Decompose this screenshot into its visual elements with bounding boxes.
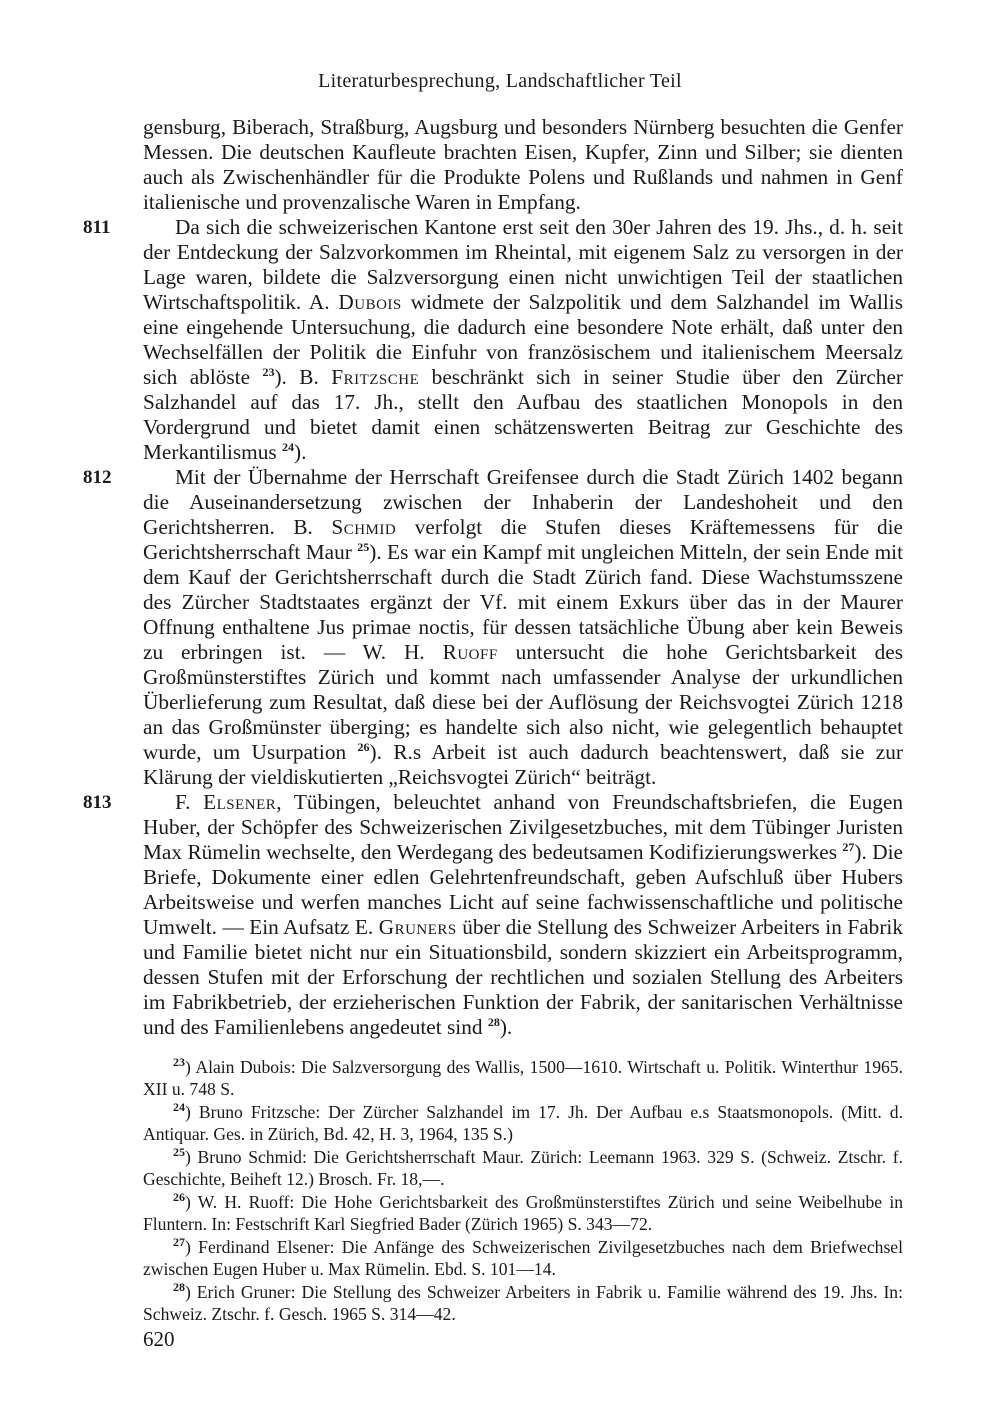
text-run: widmete der Salzpolitik und dem Salzhandel im Wallis eine eingehende Untersuchung, die dadurch eine besondere Note erhält, daß unter den Wechselfällen der Politik die Einfuhr von französischem und italienischem Meersalz sich ablöste: [143, 290, 903, 389]
author-name: Elsener: [203, 790, 277, 814]
footnote-text: ) Alain Dubois: Die Salzversorgung des Wallis, 1500—1610. Wirtschaft u. Politik. Winterthur 1965. XII u. 748 S.: [143, 1057, 903, 1099]
footnote-text: ) Erich Gruner: Die Stellung des Schweizer Arbeiters in Fabrik u. Familie während des 19. Jhs. In: Schweiz. Ztschr. f. Gesch. 1965 S. 314—42.: [143, 1282, 903, 1324]
paragraph-812: [83, 465, 904, 790]
footnote-ref: 25: [357, 539, 370, 554]
footnote-ref: 27: [842, 839, 855, 854]
footnote-text: ) Ferdinand Elsener: Die Anfänge des Schweizerischen Zivilgesetzbuches nach dem Briefwechsel zwischen Eugen Huber u. Max Rümelin. Ebd. S. 101—14.: [143, 1237, 903, 1279]
footnote-number: 23: [173, 1055, 185, 1070]
body-text: [83, 115, 904, 1040]
text-run: gensburg, Biberach, Straßburg, Augsburg und besonders Nürnberg besuchten die Genfer Messen. Die deutschen Kaufleute brachten Eisen, Kupfer, Zinn und Silber; sie dienten auch als Zwischenhändler für die Produkte Polens und Rußlands und nahmen in Genf italienische und provenzalische Waren in Empfang.: [143, 115, 903, 214]
text-run: ).: [294, 440, 307, 464]
text-run: , Tübingen, beleuchtet anhand von Freundschaftsbriefen, die Eugen Huber, der Schöpfer des Schweizerischen Zivilgesetzbuches, mit dem Tübinger Juristen Max Rümelin wechselte, den Werdegang des bedeutsamen Kodifizierungswerkes: [143, 790, 903, 864]
author-name: Ruoff: [442, 640, 498, 664]
text-run: untersucht die hohe Gerichtsbarkeit des Großmünsterstiftes Zürich und kommt nach umfassender Analyse der urkundlichen Überlieferung zum Resultat, daß diese bei der Auflösung der Reichsvogtei Zürich 1218 an das Großmünster überging; es handelte sich also nicht, wie gelegentlich behauptet wurde, um Usurpation: [143, 640, 903, 764]
page-number: 620: [143, 1327, 175, 1351]
paragraph-continued: [143, 115, 903, 215]
marginal-number: 813: [83, 792, 112, 813]
footnote-ref: 28: [487, 1014, 500, 1029]
text-run: ). B.: [274, 365, 332, 389]
author-name: Dubois: [338, 290, 402, 314]
footnote-23: [143, 1056, 903, 1100]
marginal-number: 811: [83, 217, 111, 238]
footnote-26: [143, 1191, 903, 1235]
paragraph-813: [83, 790, 904, 1040]
text-run: beschränkt sich in seiner Studie über den Zürcher Salzhandel auf das 17. Jh., stellt den Aufbau des staatlichen Monopols in den Vordergrund und bietet damit einen schätzenswerten Beitrag zur Geschichte des Merkantilismus: [143, 365, 903, 464]
footnote-number: 26: [173, 1190, 185, 1205]
text-run: ). R.s Arbeit ist auch dadurch beachtenswert, daß sie zur Klärung der vieldiskutierten „Reichsvogtei Zürich“ beiträgt.: [143, 740, 904, 789]
footnote-ref: 26: [357, 739, 370, 754]
footnote-text: ) W. H. Ruoff: Die Hohe Gerichtsbarkeit des Großmünsterstiftes Zürich und seine Weibelhube in Fluntern. In: Festschrift Karl Siegfried Bader (Zürich 1965) S. 343—72.: [143, 1192, 903, 1234]
footnote-text: ) Bruno Fritzsche: Der Zürcher Salzhandel im 17. Jh. Der Aufbau e.s Staatsmonopols. (Mitt. d. Antiquar. Ges. in Zürich, Bd. 42, H. 3, 1964, 135 S.): [143, 1102, 903, 1144]
text-run: ). Die Briefe, Dokumente einer edlen Gelehrtenfreundschaft, geben Aufschluß über Hubers Arbeitsweise und werfen manches Licht auf seine fachwissenschaftliche und politische Umwelt. — Ein Aufsatz E.: [143, 840, 904, 939]
author-name: Gruners: [378, 915, 457, 939]
footnote-25: [143, 1146, 903, 1190]
footnote-number: 24: [173, 1100, 185, 1115]
footnote-ref: 24: [282, 439, 295, 454]
footnote-ref: 23: [262, 364, 275, 379]
text-run: über die Stellung des Schweizer Arbeiters in Fabrik und Familie bietet nicht nur ein Situationsbild, sondern skizziert ein Arbeitsprogramm, dessen Stufen mit der Erforschung der rechtlichen und sozialen Stellung des Arbeiters im Fabrikbetrieb, der erzieherischen Funktion der Fabrik, der sanitarischen Verhältnisse und des Familienlebens angedeutet sind: [143, 915, 903, 1039]
marginal-number: 812: [83, 467, 112, 488]
text-run: Da sich die schweizerischen Kantone erst seit den 30er Jahren des 19. Jhs., d. h. seit der Entdeckung der Salzvorkommen im Rheintal, mit eigenem Salz zu versorgen in der Lage waren, bildete die Salzversorgung einen nicht unwichtigen Teil der staatlichen Wirtschaftspolitik. A.: [143, 215, 903, 314]
footnote-27: [143, 1236, 903, 1280]
paragraph-811: [83, 215, 903, 465]
text-run: verfolgt die Stufen dieses Kräftemessens für die Gerichtsherrschaft Maur: [143, 515, 903, 564]
text-run: ). Es war ein Kampf mit ungleichen Mitteln, der sein Ende mit dem Kauf der Gerichtsherrschaft durch die Stadt Zürich fand. Diese Wachstumsszene des Zürcher Stadtstaates ergänzt der Vf. mit einem Exkurs über das in der Maurer Offnung enthaltene Jus primae noctis, für dessen tatsächliche Übung aber kein Beweis zu erbringen ist. — W. H.: [143, 540, 903, 664]
footnote-number: 27: [173, 1235, 185, 1250]
author-name: Fritzsche: [331, 365, 420, 389]
footnote-24: [143, 1101, 903, 1145]
author-name: Schmid: [331, 515, 397, 539]
text-run: ).: [499, 1015, 513, 1039]
footnotes: [143, 1056, 903, 1326]
running-head: Literaturbesprechung, Landschaftlicher Teil: [318, 70, 682, 92]
text-run: F.: [175, 790, 204, 814]
footnote-number: 25: [173, 1145, 185, 1160]
text-run: Mit der Übernahme der Herrschaft Greifensee durch die Stadt Zürich 1402 begann die Auseinandersetzung zwischen der Inhaberin der Landeshoheit und den Gerichtsherren. B.: [143, 465, 903, 539]
footnote-number: 28: [173, 1280, 185, 1295]
footnote-text: ) Bruno Schmid: Die Gerichtsherrschaft Maur. Zürich: Leemann 1963. 329 S. (Schweiz. Ztschr. f. Geschichte, Beiheft 12.) Brosch. Fr. 18,—.: [143, 1147, 903, 1189]
footnote-28: [143, 1281, 903, 1325]
